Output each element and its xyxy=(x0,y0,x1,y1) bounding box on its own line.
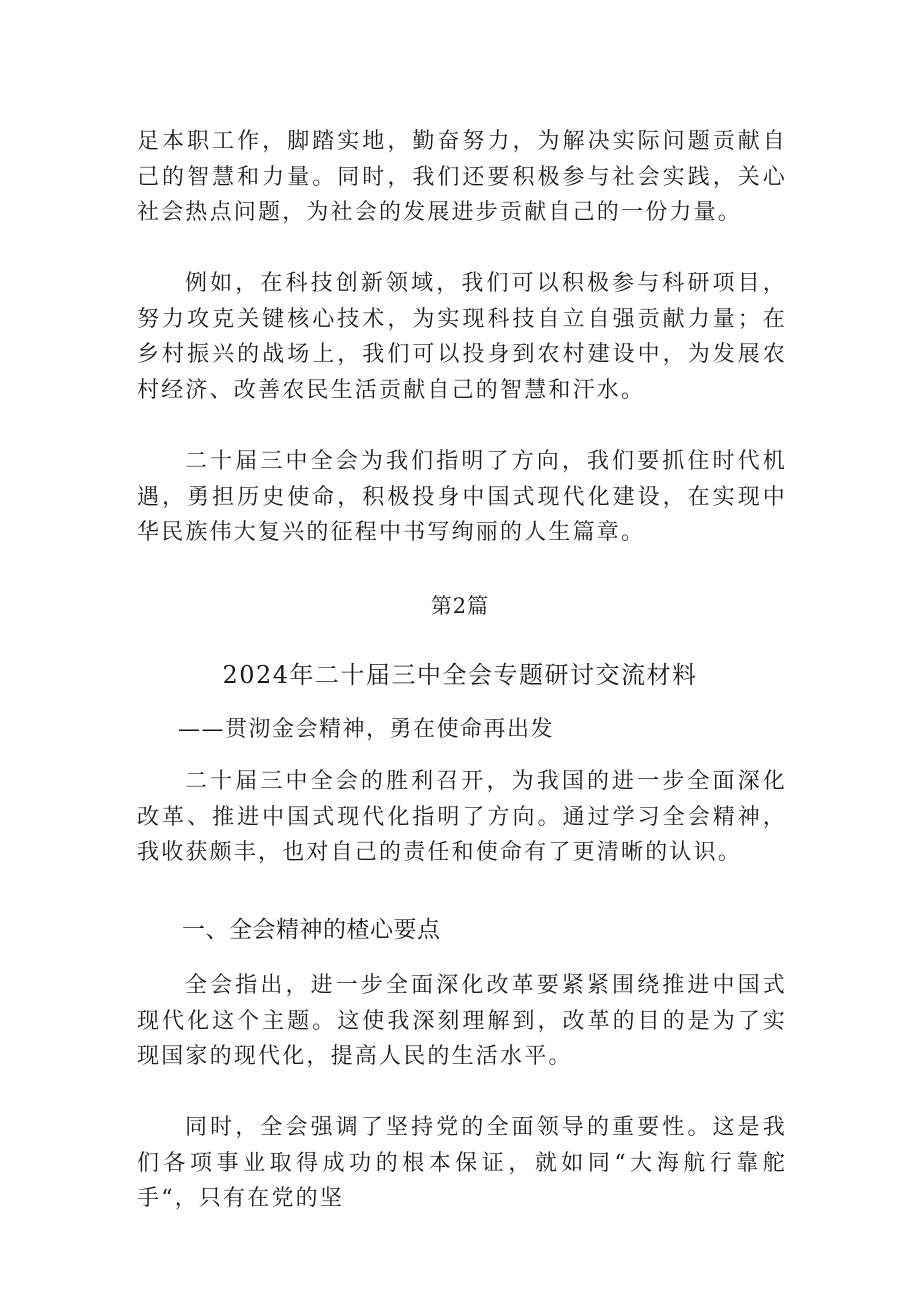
paragraph-3: 二十届三中全会为我们指明了方向，我们要抓住时代机遇，勇担历史使命，积极投身中国式现代化建设，在实现中华民族伟大复兴的征程中书写绚丽的人生篇章。 xyxy=(137,449,787,545)
paragraph-1: 足本职工作，脚踏实地，勤奋努力，为解决实际问题贡献自己的智慧和力量。同时，我们还要积极参与社会实践，关心社会热点问题，为社会的发展进步贡献自己的一份力量。 xyxy=(137,129,787,225)
paragraph-4: 二十届三中全会的胜利召开，为我国的进一步全面深化改革、推进中国式现代化指明了方向。通过学习全会精神，我收获颇丰，也对自己的责任和使命有了更清晰的认识。 xyxy=(137,769,787,865)
document-title: 2024年二十届三中全会专题研讨交流材料 xyxy=(222,661,698,689)
document-subtitle: ——贯沏金会精神，勇在使命再出发 xyxy=(178,717,555,742)
paragraph-6: 同时，全会强调了坚持党的全面领导的重要性。这是我们各项事业取得成功的根本保证，就如同“大海航行靠舵手“，只有在党的坚 xyxy=(137,1115,787,1211)
paragraph-5: 全会指出，进一步全面深化改革要紧紧围绕推进中国式现代化这个主题。这使我深刻理解到，改革的目的是为了实现国家的现代化，提高人民的生活水平。 xyxy=(137,973,787,1069)
paragraph-2: 例如，在科技创新领域，我们可以积极参与科研项目，努力攻克关键核心技术，为实现科技自立自强贡献力量；在乡村振兴的战场上，我们可以投身到农村建设中，为发展农村经济、改善农民生活贡献自己的智慧和汗水。 xyxy=(137,271,787,403)
section-heading-1: 一、全会精神的楂心要点 xyxy=(182,917,441,943)
section-label: 第2篇 xyxy=(430,594,490,618)
